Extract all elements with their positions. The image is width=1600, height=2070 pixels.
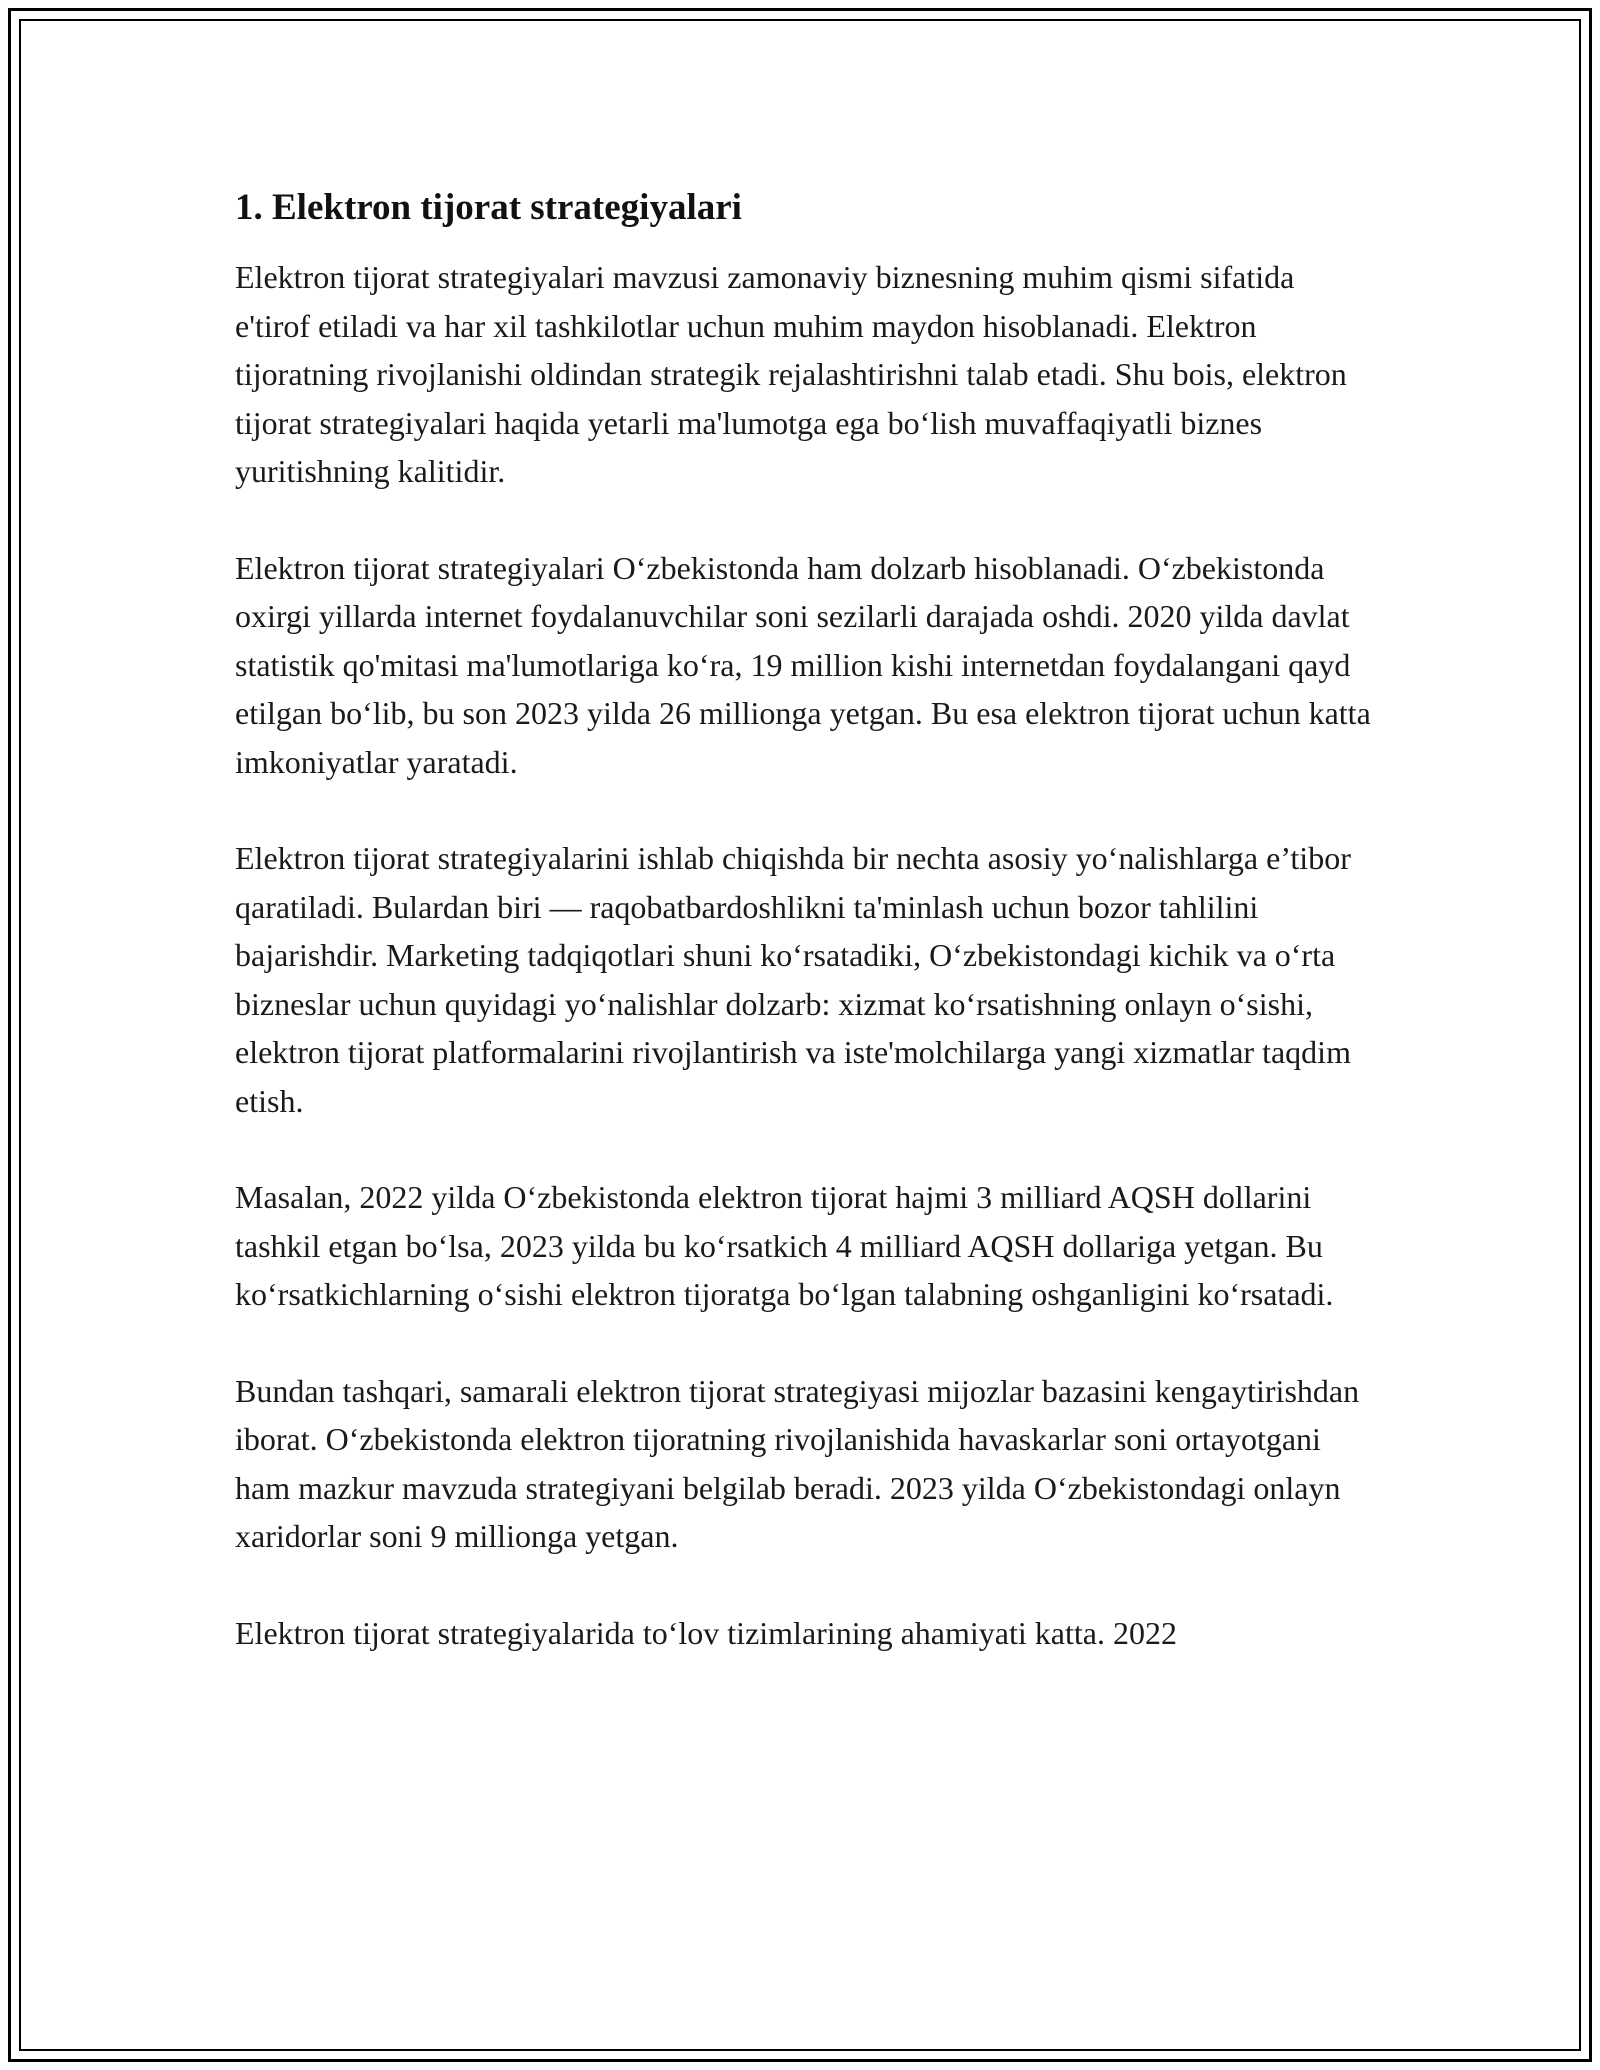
paragraph-3: Elektron tijorat strategiyalarini ishlab chiqishda bir nechta asosiy yo‘nalishlarga e’tibor qaratiladi. Bulardan biri — raqobatbardoshlikni ta'minlash uchun bozor tahlilini bajarishdir. Marketing tadqiqotlari shuni ko‘rsatadiki, O‘zbekistondagi kichik va o‘rta bizneslar uchun quyidagi yo‘nalishlar dolzarb: xizmat ko‘rsatishning onlayn o‘sishi, elektron tijorat platformalarini rivojlantirish va iste'molchilarga yangi xizmatlar taqdim etish. — [235, 840, 1351, 1119]
paragraph-2: Elektron tijorat strategiyalari O‘zbekistonda ham dolzarb hisoblanadi. O‘zbekistonda oxirgi yillarda internet foydalanuvchilar soni sezilarli darajada oshdi. 2020 yilda davlat statistik qo'mitasi ma'lumotlariga ko‘ra, 19 million kishi internetdan foydalangani qayd etilgan bo‘lib, bu son 2023 yilda 26 millionga yetgan. Bu esa elektron tijorat uchun katta imkoniyatlar yaratadi. — [235, 549, 1371, 780]
paragraph-5: Bundan tashqari, samarali elektron tijorat strategiyasi mijozlar bazasini kengaytirishdan iborat. O‘zbekistonda elektron tijoratning rivojlanishida havaskarlar soni ortayotgani ham mazkur mavzuda strategiyani belgilab beradi. 2023 yilda O‘zbekistondagi onlayn xaridorlar soni 9 millionga yetgan. — [235, 1372, 1360, 1554]
section-heading: 1. Elektron tijorat strategiyalari — [235, 187, 742, 228]
paragraph-1: Elektron tijorat strategiyalari mavzusi zamonaviy biznesning muhim qismi sifatida e'tirof etiladi va har xil tashkilotlar uchun muhim maydon hisoblanadi. Elektron tijoratning rivojlanishi oldindan strategik rejalashtirishni talab etadi. Shu bois, elektron tijorat strategiyalari haqida yetarli ma'lumotga ega bo‘lish muvaffaqiyatli biznes yuritishning kalitidir. — [235, 259, 1347, 489]
paragraph-6: Elektron tijorat strategiyalarida to‘lov tizimlarining ahamiyati katta. 2022 — [235, 1614, 1177, 1651]
document-body — [235, 185, 1375, 1657]
paragraph-4: Masalan, 2022 yilda O‘zbekistonda elektron tijorat hajmi 3 milliard AQSH dollarini tashkil etgan bo‘lsa, 2023 yilda bu ko‘rsatkich 4 milliard AQSH dollariga yetgan. Bu ko‘rsatkichlarning o‘sishi elektron tijoratga bo‘lgan talabning oshganligini ko‘rsatadi. — [235, 1179, 1334, 1312]
